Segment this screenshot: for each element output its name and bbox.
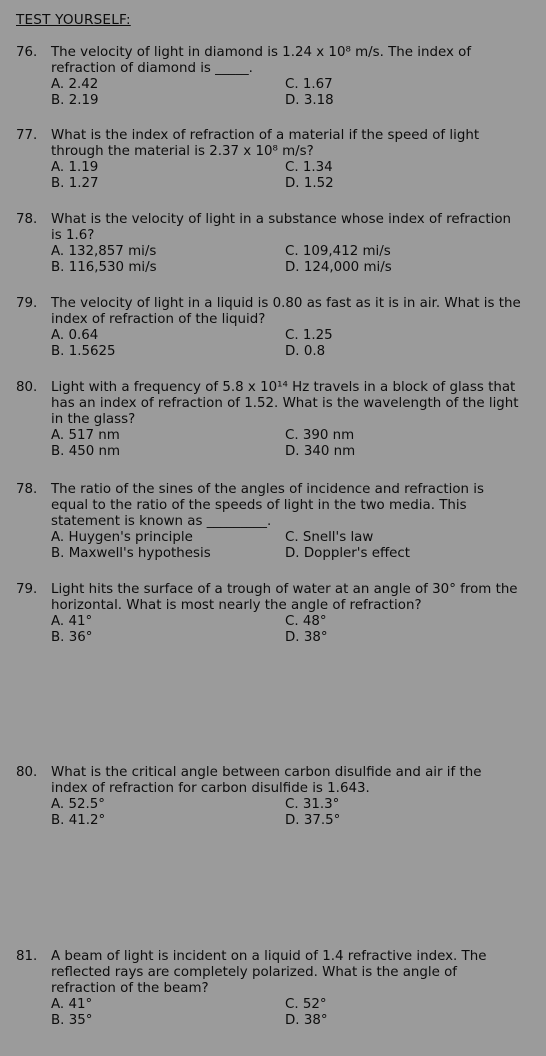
option-b: B. 2.19 [51, 93, 99, 108]
question-text: Light with a frequency of 5.8 x 10¹⁴ Hz travels in a block of glass that has an index of refraction of 1.52. What is the wavelength of the light in the glass? [51, 380, 519, 427]
option-b: B. 116,530 mi/s [51, 260, 157, 275]
option-a: A. 1.19 [51, 160, 99, 175]
question-number: 80. [16, 380, 38, 395]
option-a: A. 517 nm [51, 428, 120, 443]
answer-options [51, 797, 536, 829]
option-b: B. Maxwell's hypothesis [51, 546, 211, 561]
question-number: 81. [16, 949, 38, 964]
question-76 [16, 45, 536, 109]
option-a: A. Huygen's principle [51, 530, 193, 545]
option-c: C. 390 nm [285, 428, 355, 443]
question-number: 79. [16, 582, 38, 597]
option-d: D. 1.52 [285, 176, 334, 191]
answer-options [51, 614, 536, 646]
question-number: 77. [16, 128, 38, 143]
option-a: A. 52.5° [51, 797, 105, 812]
question-number: 78. [16, 212, 38, 227]
question-text: Light hits the surface of a trough of water at an angle of 30° from the horizontal. What is most nearly the angle of refraction? [51, 582, 518, 613]
option-c: C. Snell's law [285, 530, 374, 545]
option-b: B. 36° [51, 630, 93, 645]
question-text: The velocity of light in a liquid is 0.80 as fast as it is in air. What is the index of refraction of the liquid? [51, 296, 521, 327]
option-b: B. 1.5625 [51, 344, 116, 359]
worksheet-heading: TEST YOURSELF: [16, 12, 131, 28]
answer-options [51, 530, 536, 562]
option-d: D. 38° [285, 630, 328, 645]
question-81 [16, 949, 536, 1029]
question-text: The velocity of light in diamond is 1.24 x 10⁸ m/s. The index of refraction of diamond is _____. [51, 45, 472, 76]
question-number: 76. [16, 45, 38, 60]
question-number: 78. [16, 482, 38, 497]
answer-options [51, 244, 536, 276]
question-79 [16, 296, 536, 360]
option-c: C. 31.3° [285, 797, 340, 812]
question-text: What is the index of refraction of a material if the speed of light through the material is 2.37 x 10⁸ m/s? [51, 128, 480, 159]
question-text: A beam of light is incident on a liquid of 1.4 refractive index. The reflected rays are completely polarized. What is the angle of refraction of the beam? [51, 949, 487, 996]
option-a: A. 41° [51, 614, 93, 629]
option-a: A. 0.64 [51, 328, 99, 343]
option-d: D. 340 nm [285, 444, 356, 459]
option-b: B. 1.27 [51, 176, 99, 191]
option-a: A. 132,857 mi/s [51, 244, 157, 259]
option-d: D. 37.5° [285, 813, 341, 828]
option-b: B. 450 nm [51, 444, 121, 459]
question-text: What is the velocity of light in a substance whose index of refraction is 1.6? [51, 212, 512, 243]
option-a: A. 2.42 [51, 77, 99, 92]
option-d: D. Doppler's effect [285, 546, 411, 561]
option-c: C. 1.67 [285, 77, 333, 92]
option-c: C. 1.25 [285, 328, 333, 343]
question-77 [16, 128, 536, 192]
option-c: C. 48° [285, 614, 327, 629]
question-80-second [16, 765, 536, 829]
option-c: C. 52° [285, 997, 327, 1012]
question-number: 80. [16, 765, 38, 780]
question-text: What is the critical angle between carbon disulfide and air if the index of refraction for carbon disulfide is 1.643. [51, 765, 482, 796]
answer-options [51, 160, 536, 192]
option-a: A. 41° [51, 997, 93, 1012]
option-d: D. 38° [285, 1013, 328, 1028]
question-text: The ratio of the sines of the angles of incidence and refraction is equal to the ratio of the speeds of light in the two media. This statement is known as _________. [51, 482, 484, 529]
option-b: B. 35° [51, 1013, 93, 1028]
question-78-second [16, 482, 536, 562]
answer-options [51, 428, 536, 460]
option-d: D. 124,000 mi/s [285, 260, 392, 275]
answer-options [51, 328, 536, 360]
option-b: B. 41.2° [51, 813, 106, 828]
question-80 [16, 380, 536, 460]
option-d: D. 0.8 [285, 344, 326, 359]
option-c: C. 109,412 mi/s [285, 244, 391, 259]
question-number: 79. [16, 296, 38, 311]
answer-options [51, 77, 536, 109]
question-78 [16, 212, 536, 276]
answer-options [51, 997, 536, 1029]
option-d: D. 3.18 [285, 93, 334, 108]
option-c: C. 1.34 [285, 160, 333, 175]
question-79-second [16, 582, 536, 646]
